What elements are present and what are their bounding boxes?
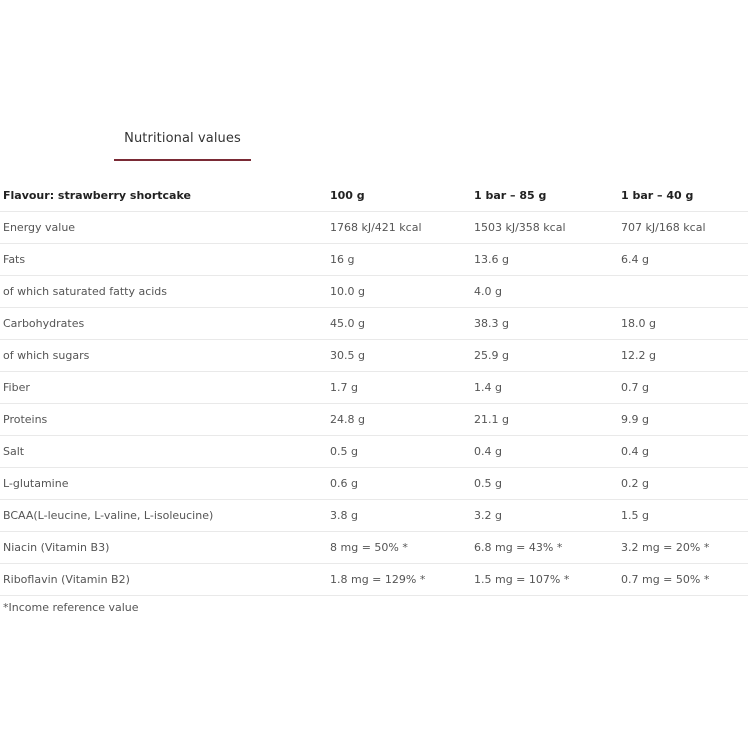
value-bar-85g: 1.5 mg = 107% * — [471, 564, 618, 596]
header-bar-85g: 1 bar – 85 g — [471, 180, 618, 212]
value-100g: 30.5 g — [327, 340, 471, 372]
value-bar-40g: 3.2 mg = 20% * — [618, 532, 748, 564]
value-bar-40g: 0.7 mg = 50% * — [618, 564, 748, 596]
table-row — [0, 564, 748, 596]
value-100g: 1.8 mg = 129% * — [327, 564, 471, 596]
value-bar-85g: 6.8 mg = 43% * — [471, 532, 618, 564]
value-100g: 1768 kJ/421 kcal — [327, 212, 471, 244]
value-100g: 0.5 g — [327, 436, 471, 468]
value-100g: 24.8 g — [327, 404, 471, 436]
value-100g: 8 mg = 50% * — [327, 532, 471, 564]
value-bar-85g: 0.4 g — [471, 436, 618, 468]
tab-label: Nutritional values — [124, 131, 241, 146]
value-bar-85g: 21.1 g — [471, 404, 618, 436]
value-bar-85g: 4.0 g — [471, 276, 618, 308]
nutrient-name: Carbohydrates — [0, 308, 327, 340]
footnote: *Income reference value — [3, 601, 139, 614]
value-bar-40g: 707 kJ/168 kcal — [618, 212, 748, 244]
table-row — [0, 404, 748, 436]
nutrient-name: Salt — [0, 436, 327, 468]
value-bar-85g: 38.3 g — [471, 308, 618, 340]
table-row — [0, 276, 748, 308]
tab-active-indicator — [114, 159, 251, 161]
value-100g: 16 g — [327, 244, 471, 276]
value-bar-40g: 18.0 g — [618, 308, 748, 340]
value-bar-40g: 1.5 g — [618, 500, 748, 532]
value-bar-40g: 0.4 g — [618, 436, 748, 468]
value-bar-40g: 9.9 g — [618, 404, 748, 436]
nutrient-name: Riboflavin (Vitamin B2) — [0, 564, 327, 596]
nutrient-name: Fats — [0, 244, 327, 276]
nutrient-name: Energy value — [0, 212, 327, 244]
nutrient-name: BCAA(L-leucine, L-valine, L-isoleucine) — [0, 500, 327, 532]
value-bar-85g: 1503 kJ/358 kcal — [471, 212, 618, 244]
table-row — [0, 468, 748, 500]
header-flavour: Flavour: strawberry shortcake — [0, 180, 327, 212]
table-row — [0, 340, 748, 372]
value-bar-40g: 6.4 g — [618, 244, 748, 276]
value-bar-85g: 0.5 g — [471, 468, 618, 500]
nutrient-name: Fiber — [0, 372, 327, 404]
nutrient-name: L-glutamine — [0, 468, 327, 500]
header-bar-40g: 1 bar – 40 g — [618, 180, 748, 212]
table-header-row — [0, 180, 748, 212]
table-row — [0, 436, 748, 468]
value-bar-40g: 12.2 g — [618, 340, 748, 372]
value-100g: 1.7 g — [327, 372, 471, 404]
table-row — [0, 500, 748, 532]
value-bar-40g — [618, 276, 748, 308]
value-bar-85g: 25.9 g — [471, 340, 618, 372]
nutrient-name: of which sugars — [0, 340, 327, 372]
value-bar-85g: 1.4 g — [471, 372, 618, 404]
value-100g: 45.0 g — [327, 308, 471, 340]
value-100g: 10.0 g — [327, 276, 471, 308]
table-row — [0, 372, 748, 404]
nutrition-table — [0, 180, 748, 596]
table-row — [0, 308, 748, 340]
value-bar-40g: 0.7 g — [618, 372, 748, 404]
nutrient-name: Proteins — [0, 404, 327, 436]
table-row — [0, 212, 748, 244]
nutrient-name: Niacin (Vitamin B3) — [0, 532, 327, 564]
tab-nutritional-values[interactable] — [114, 125, 251, 161]
value-bar-85g: 13.6 g — [471, 244, 618, 276]
value-bar-40g: 0.2 g — [618, 468, 748, 500]
value-bar-85g: 3.2 g — [471, 500, 618, 532]
table-row — [0, 532, 748, 564]
header-100g: 100 g — [327, 180, 471, 212]
nutrient-name: of which saturated fatty acids — [0, 276, 327, 308]
table-row — [0, 244, 748, 276]
value-100g: 0.6 g — [327, 468, 471, 500]
value-100g: 3.8 g — [327, 500, 471, 532]
